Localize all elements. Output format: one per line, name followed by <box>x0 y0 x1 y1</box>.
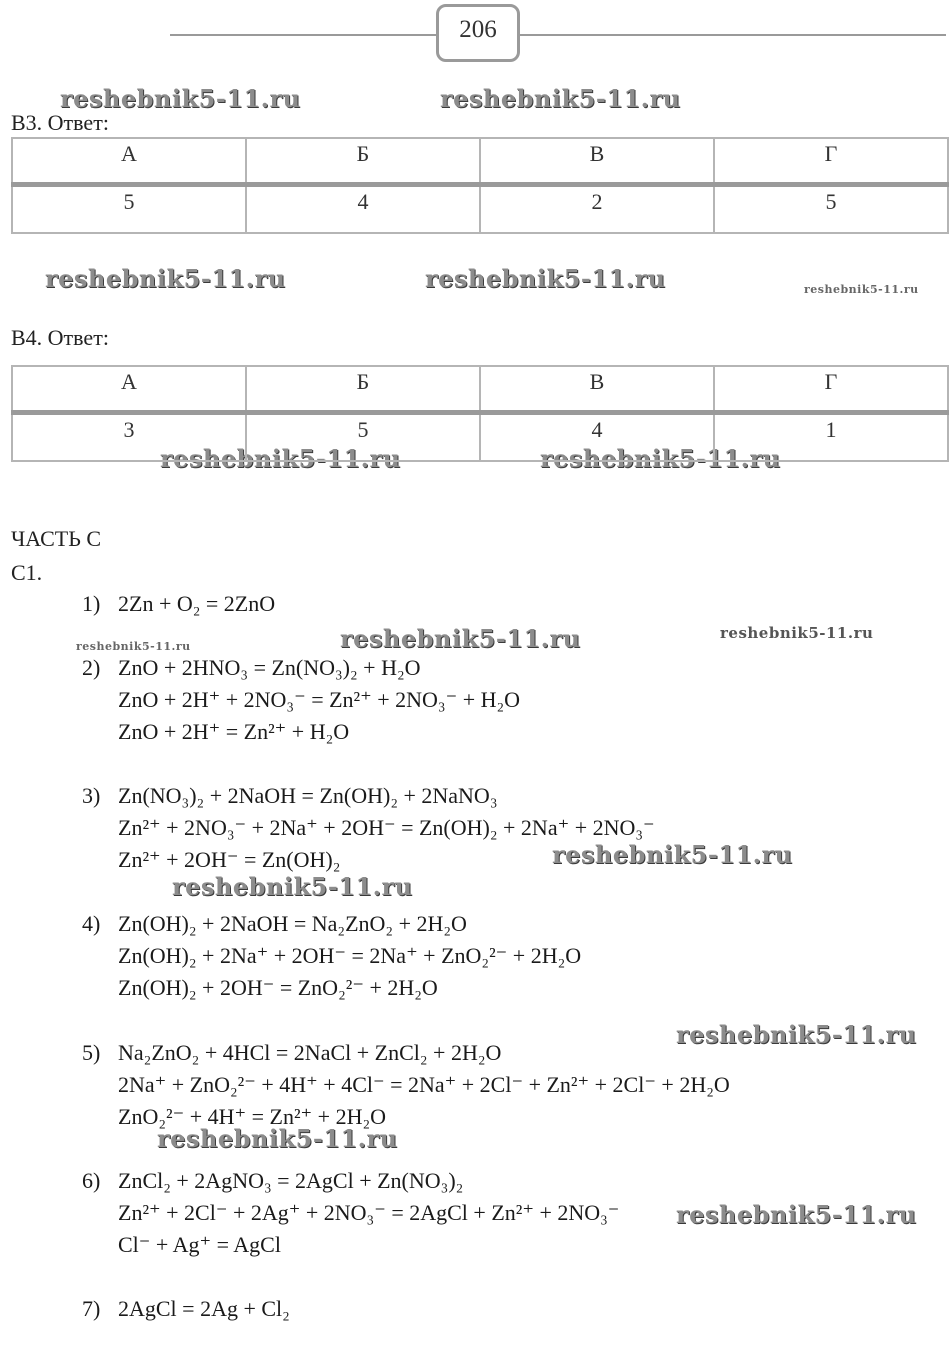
watermark: reshebnik5-11.ru <box>157 1124 398 1153</box>
table-cell: 5 <box>12 185 246 234</box>
table-header-cell: Б <box>246 138 480 185</box>
table-header-cell: В <box>480 366 714 413</box>
equation: Zn(OH)₂ + 2OH⁻ = ZnO₂²⁻ + 2H₂O <box>118 975 438 1000</box>
watermark: reshebnik5-11.ru <box>172 872 413 901</box>
equation: ZnO₂²⁻ + 4H⁺ = Zn²⁺ + 2H₂O <box>118 1104 387 1129</box>
equation: ZnO + 2H⁺ + 2NO₃⁻ = Zn²⁺ + 2NO₃⁻ + H₂O <box>118 687 521 712</box>
equation: 2Na⁺ + ZnO₂²⁻ + 4H⁺ + 4Cl⁻ = 2Na⁺ + 2Cl⁻ + Zn²⁺ + 2Cl⁻ + 2H₂O <box>118 1072 730 1097</box>
equation: Zn(NO₃)₂ + 2NaOH = Zn(OH)₂ + 2NaNO₃ <box>118 783 498 808</box>
table-cell: 2 <box>480 185 714 234</box>
table-header-row <box>12 366 948 413</box>
b4-label: В4. Ответ: <box>11 325 109 350</box>
equation: Zn²⁺ + 2Cl⁻ + 2Ag⁺ + 2NO₃⁻ = 2AgCl + Zn²⁺ + 2NO₃⁻ <box>118 1200 620 1225</box>
equation: 2Zn + O₂ = 2ZnO <box>118 591 276 616</box>
b3-label: В3. Ответ: <box>11 110 109 135</box>
equation: ZnCl₂ + 2AgNO₃ = 2AgCl + Zn(NO₃)₂ <box>118 1168 464 1193</box>
equation: ZnO + 2HNO₃ = Zn(NO₃)₂ + H₂O <box>118 655 421 680</box>
equation: Zn(OH)₂ + 2NaOH = Na₂ZnO₂ + 2H₂O <box>118 911 467 936</box>
table-cell: 1 <box>714 413 948 462</box>
equation: Zn(OH)₂ + 2Na⁺ + 2OH⁻ = 2Na⁺ + ZnO₂²⁻ + 2H₂O <box>118 943 582 968</box>
table-header-cell: Г <box>714 138 948 185</box>
step-number: 6) <box>82 1168 101 1193</box>
watermark: reshebnik5-11.ru <box>540 444 781 473</box>
watermark: reshebnik5-11.ru <box>720 624 874 642</box>
equation: Zn²⁺ + 2NO₃⁻ + 2Na⁺ + 2OH⁻ = Zn(OH)₂ + 2Na⁺ + 2NO₃⁻ <box>118 815 655 840</box>
equation: 2AgCl = 2Ag + Cl₂ <box>118 1296 290 1321</box>
table-header-row <box>12 138 948 185</box>
step-number: 1) <box>82 591 101 616</box>
table-header-cell: А <box>12 366 246 413</box>
watermark: reshebnik5-11.ru <box>440 84 681 113</box>
step-number: 2) <box>82 655 101 680</box>
table-header-cell: Г <box>714 366 948 413</box>
watermark: reshebnik5-11.ru <box>160 444 401 473</box>
table-row <box>12 413 948 462</box>
equation: Cl⁻ + Ag⁺ = AgCl <box>118 1232 281 1257</box>
table-cell: 5 <box>246 413 480 462</box>
watermark: reshebnik5-11.ru <box>425 264 666 293</box>
b3-table <box>11 137 949 234</box>
step-number: 7) <box>82 1296 101 1321</box>
watermark: reshebnik5-11.ru <box>676 1020 917 1049</box>
table-header-cell: В <box>480 138 714 185</box>
equation: ZnO + 2H⁺ = Zn²⁺ + H₂O <box>118 719 350 744</box>
watermark: reshebnik5-11.ru <box>76 640 191 653</box>
watermark: reshebnik5-11.ru <box>552 840 793 869</box>
table-header-cell: Б <box>246 366 480 413</box>
c1-label: С1. <box>11 560 43 585</box>
header-rule-left <box>170 34 436 36</box>
page-number: 206 <box>436 4 520 62</box>
equation: Na₂ZnO₂ + 4HCl = 2NaCl + ZnCl₂ + 2H₂O <box>118 1040 502 1065</box>
table-header-cell: А <box>12 138 246 185</box>
step-number: 4) <box>82 911 101 936</box>
part-title: ЧАСТЬ С <box>11 526 102 551</box>
watermark: reshebnik5-11.ru <box>804 283 919 296</box>
b4-table <box>11 365 949 462</box>
table-cell: 4 <box>246 185 480 234</box>
equation: Zn²⁺ + 2OH⁻ = Zn(OH)₂ <box>118 847 341 872</box>
table-cell: 3 <box>12 413 246 462</box>
step-number: 5) <box>82 1040 101 1065</box>
watermark: reshebnik5-11.ru <box>340 624 581 653</box>
table-cell: 4 <box>480 413 714 462</box>
step-number: 3) <box>82 783 101 808</box>
watermark: reshebnik5-11.ru <box>45 264 286 293</box>
watermark: reshebnik5-11.ru <box>60 84 301 113</box>
table-cell: 5 <box>714 185 948 234</box>
watermark: reshebnik5-11.ru <box>676 1200 917 1229</box>
table-row <box>12 185 948 234</box>
header-rule-right <box>520 34 946 36</box>
